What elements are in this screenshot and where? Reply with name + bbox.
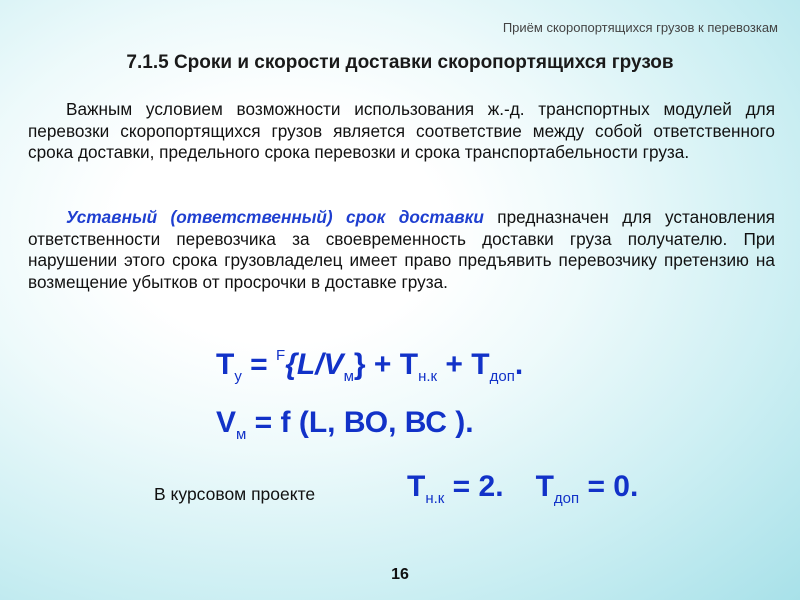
formula-term: = f (L, ВО, ВС ). [246, 406, 474, 439]
formula-superscript: F [276, 347, 286, 364]
formula-symbol: T [216, 348, 235, 381]
formula-subscript: доп [553, 490, 580, 507]
formula-operator: + [437, 348, 472, 381]
formula-subscript: у [234, 368, 242, 385]
formula-symbol: T [407, 470, 426, 503]
formula-term: {L/V [285, 348, 344, 381]
formula-subscript: н.к [418, 368, 438, 385]
formula-delivery-time [216, 347, 523, 385]
formula-subscript: м [343, 368, 354, 385]
formula-operator: } + [353, 348, 400, 381]
formula-operator: = [241, 348, 277, 381]
formula-subscript: доп [489, 368, 515, 385]
formula-symbol: T [399, 348, 419, 381]
course-project-note: В курсовом проекте [154, 484, 316, 504]
formula-symbol: T [471, 348, 490, 381]
formula-term: = 2. [444, 470, 504, 503]
formula-symbol: V [216, 406, 237, 439]
formula-course-values [407, 470, 638, 507]
formula-term: = 0. [579, 470, 639, 503]
formula-end: . [514, 348, 524, 381]
formula-subscript: м [236, 426, 247, 443]
slide-title: 7.1.5 Сроки и скорости доставки скоропортящихся грузов [126, 52, 674, 73]
slide-header: Приём скоропортящихся грузов к перевозкам [502, 20, 778, 35]
paragraph-1: Важным условием возможности использования ж.-д. транспортных модулей для перевозки скоропортящихся грузов является соответствие между собой ответственного срока доставки, предельного срока перевозки и срока транспортабельности груза. [28, 99, 775, 162]
paragraph-2 [28, 207, 775, 293]
page-number: 16 [391, 566, 409, 583]
paragraph-2-text: предназначен для установления ответственности перевозчика за своевременность доставки груза получателю. При нарушении этого срока грузовладелец имеет право предъявить перевозчику претензию на возмещение убытков от просрочки в доставке груза. [28, 207, 775, 292]
formula-speed [216, 406, 474, 443]
formula-symbol: T [535, 470, 554, 503]
term-highlight: Уставный (ответственный) срок доставки [66, 207, 484, 227]
formula-subscript: н.к [425, 490, 445, 507]
